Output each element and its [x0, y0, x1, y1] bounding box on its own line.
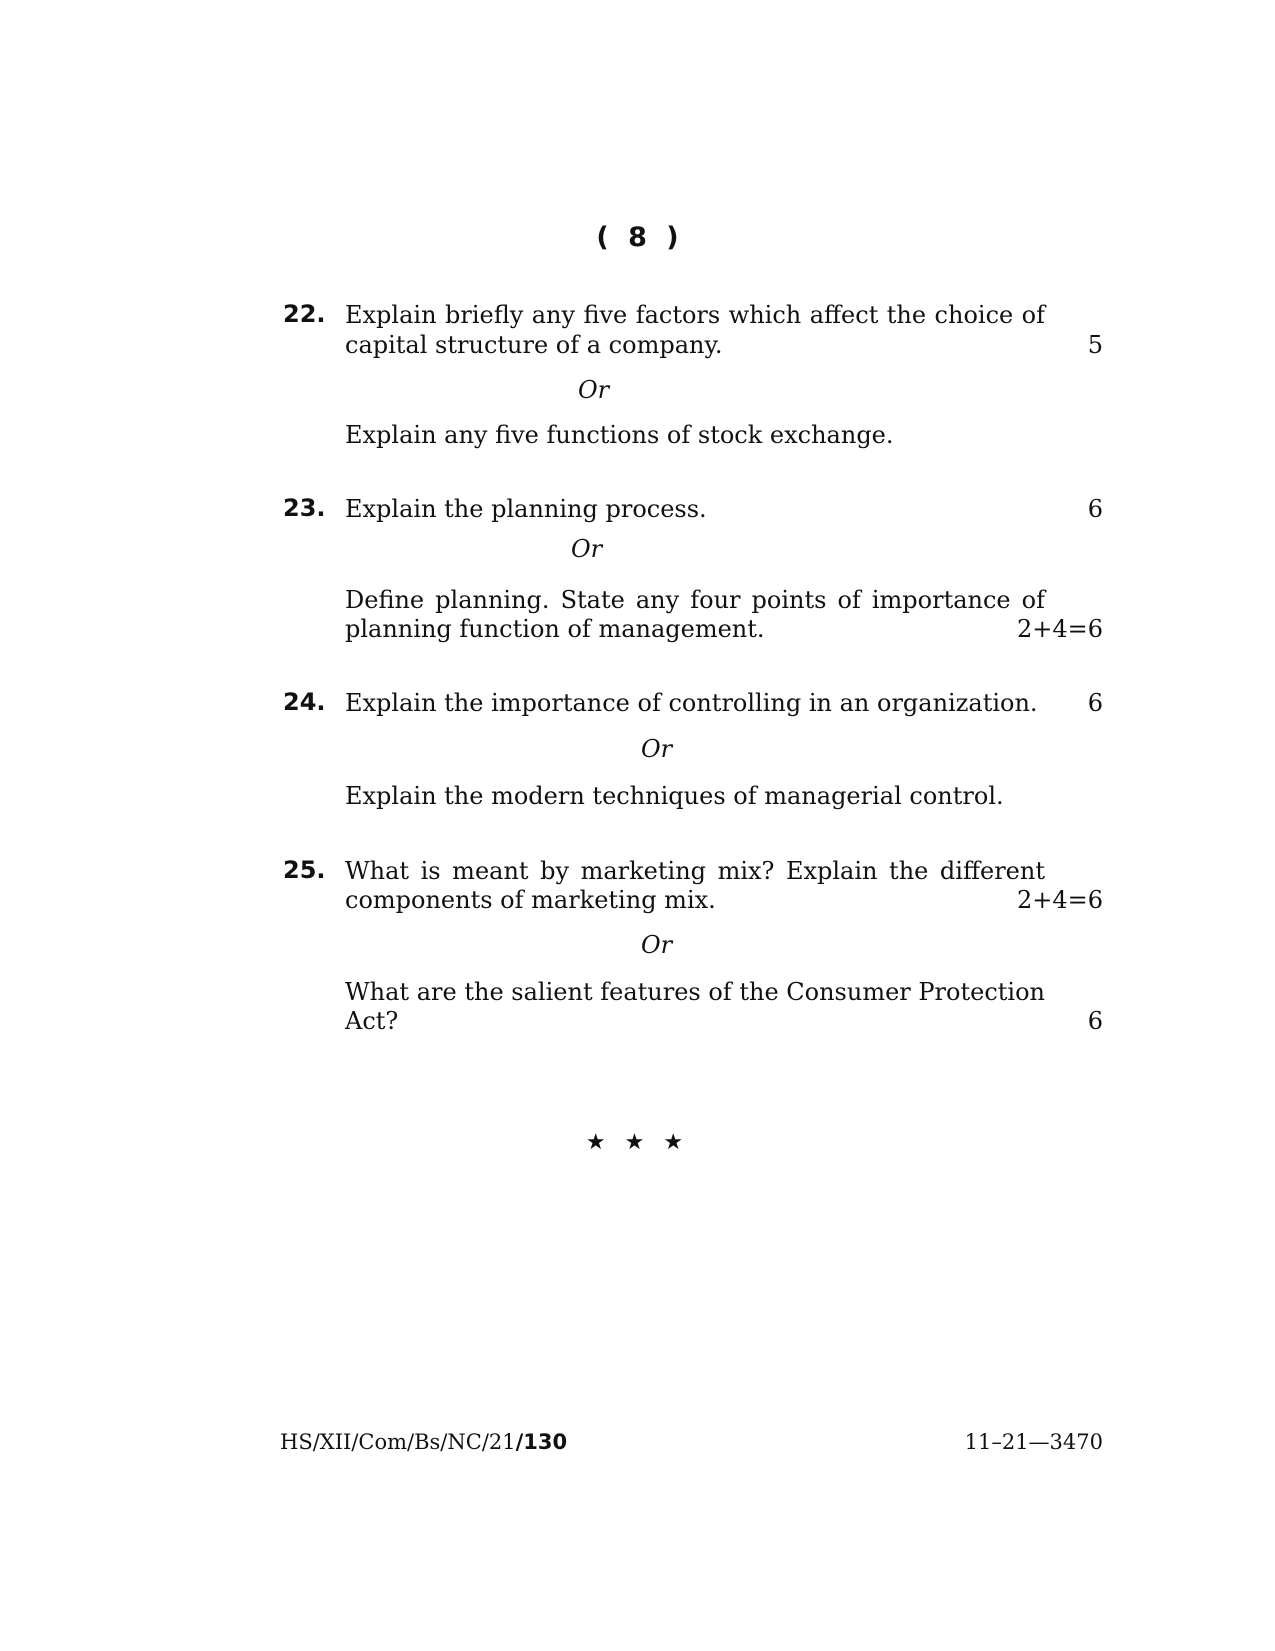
question-text-line: Explain briefly any five factors which affect the choice of	[345, 301, 1045, 329]
question-marks: 2+4=6	[1016, 886, 1103, 914]
paper-code	[280, 1430, 567, 1454]
or-separator: Or	[571, 535, 603, 563]
question-text-line: Explain the importance of controlling in an organization.	[345, 689, 1038, 717]
question-number: 22.	[283, 300, 326, 328]
question-text-line: components of marketing mix.	[345, 886, 716, 914]
question-number: 23.	[283, 494, 326, 522]
alternative-text-line: Explain the modern techniques of managerial control.	[345, 782, 1004, 810]
question-text-line: Explain the planning process.	[345, 495, 707, 523]
paper-code-suffix: /130	[515, 1430, 568, 1454]
or-separator: Or	[578, 376, 610, 404]
question-marks: 5	[1087, 331, 1103, 359]
question-number: 25.	[283, 856, 326, 884]
paper-code-prefix: HS/XII/Com/Bs/NC/21	[280, 1430, 516, 1454]
end-marker: ★ ★ ★	[585, 1130, 690, 1155]
alternative-marks: 6	[1087, 1007, 1103, 1035]
alternative-text-line: What are the salient features of the Consumer Protection	[345, 978, 1045, 1006]
question-number: 24.	[283, 688, 326, 716]
alternative-text-line: Act?	[345, 1007, 399, 1035]
or-separator: Or	[641, 735, 673, 763]
print-code: 11–21—3470	[964, 1430, 1103, 1454]
alternative-text-line: planning function of management.	[345, 615, 765, 643]
alternative-text-line: Define planning. State any four points of importance of	[345, 586, 1045, 614]
question-text-line: What is meant by marketing mix? Explain the different	[345, 857, 1045, 885]
question-marks: 6	[1087, 495, 1103, 523]
question-text-line: capital structure of a company.	[345, 331, 723, 359]
page-number: ( 8 )	[596, 222, 679, 253]
alternative-text-line: Explain any five functions of stock exchange.	[345, 421, 894, 449]
or-separator: Or	[641, 931, 673, 959]
alternative-marks: 2+4=6	[1016, 615, 1103, 643]
question-marks: 6	[1087, 689, 1103, 717]
